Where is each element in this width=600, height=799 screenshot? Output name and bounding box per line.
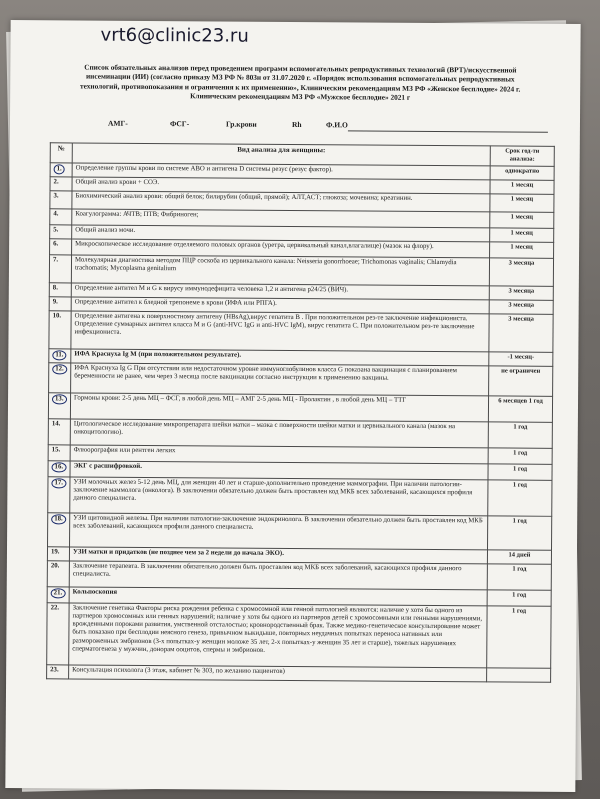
row-number: 21.: [51, 588, 66, 598]
row-number: 17.: [51, 478, 66, 488]
row-analysis: Общий анализ крови + СОЭ.: [72, 177, 490, 194]
table-row: [47, 560, 551, 590]
row-analysis: Коагулограмма: АЧТВ; ПТВ; Фибриноген;: [72, 209, 490, 228]
row-analysis: Определение антител к бледной трепонеме в крови (ИФА или РПГА).: [71, 297, 489, 314]
row-analysis: ЭКГ с расшифровкой.: [70, 461, 488, 480]
row-number: 6.: [50, 238, 72, 254]
row-number: 22.: [47, 602, 69, 664]
table-row: [49, 254, 553, 286]
row-number: 2.: [50, 176, 72, 190]
row-term: 1 год: [488, 479, 552, 515]
field-amg: АМГ-: [107, 118, 128, 128]
row-term: 3 месяца: [489, 285, 553, 299]
row-analysis: Флюорография или рентген легких: [70, 445, 488, 464]
row-term: 1 месяц: [490, 211, 554, 227]
row-analysis: Заключение генетика Факторы риска рождения ребенка с хромосомной или генной патологией являются: наличие у хотя бы одного из партнеров хромосомных или генных нарушений; наличие у хотя бы одного из партнеров детей с хромосомными или генными нарушениями, врожденными пороками развития, умственной отсталостью; кровнородственный брак. Также медико-генетическое консультирование может быть показано при бесплодии неясного генеза, привычном выкидыше, повторных неудачных попытках переноса нативных или размороженных эмбрионов (3-х попытках-у женщин моложе 35 лет, 2-х попытках-у женщин 35 лет и старше), тяжелых нарушениях сперматогенеза у мужчин, донорам ооцитов, спермы и эмбрионов.: [69, 603, 487, 668]
row-number: 14.: [48, 418, 70, 444]
row-number: 10.: [49, 310, 71, 348]
row-term: не ограничен: [489, 365, 553, 395]
field-rh: Rh: [291, 119, 302, 130]
row-term: 3 месяца: [489, 257, 553, 285]
row-analysis: Общий анализ мочи.: [72, 225, 490, 242]
row-term: 3 месяца: [489, 313, 553, 351]
row-term: 1 месяц: [490, 241, 554, 257]
row-number: 13.: [52, 394, 67, 404]
row-number: 12.: [52, 364, 67, 374]
row-number: 3.: [50, 190, 72, 208]
row-term: однократно: [490, 165, 554, 179]
row-analysis: Кольпоскопия: [69, 587, 487, 606]
row-number: 11.: [52, 350, 66, 360]
row-number: 8.: [49, 282, 71, 296]
row-term: 1 месяц: [490, 193, 554, 211]
row-analysis: Определение группы крови по системе АВО и антигена D системы резус (резус фактор).: [72, 163, 490, 180]
field-fio: Ф.И.О: [325, 120, 348, 130]
field-fsg: ФСГ-: [169, 119, 190, 129]
row-number: 9.: [49, 296, 71, 310]
handwritten-email: vrt6@clinic23.ru: [100, 24, 249, 47]
row-term: 1 год: [488, 421, 552, 447]
row-term: -1 месяц-: [489, 351, 553, 365]
table-row: [49, 310, 553, 352]
row-number: 23.: [47, 664, 69, 678]
row-term: 1 год: [487, 563, 551, 589]
row-term: 1 год: [488, 447, 552, 463]
row-term: 1 год: [488, 515, 552, 549]
header-num: №: [50, 143, 72, 163]
row-term: 1 год: [488, 463, 552, 479]
row-term: 14 дней: [487, 549, 551, 563]
row-term: 6 месяцев 1 год: [488, 395, 552, 421]
row-number: 18.: [51, 514, 66, 524]
row-term: 1 год: [487, 605, 551, 667]
row-analysis: Определение антигена к поверхностному антигену (HBsAg),вирус гепатита В . При положительном рез-те заключение инфекциониста. Определение суммарных антител класса M и G (anti-HVC IgG и anti-HVC IgM), вирус гепатита C. При положительном рез-те заключение инфекциониста.: [71, 311, 489, 352]
row-term: 1 месяц: [490, 227, 554, 241]
row-analysis: Заключение терапевта. В заключении обязательно должен быть проставлен код МКБ всех заболеваний, касающихся профиля данного специалиста.: [69, 561, 487, 590]
patient-fields: [80, 119, 540, 136]
table-row: [47, 602, 551, 668]
field-blood-group: Гр.крови: [225, 119, 257, 129]
table-row: [48, 418, 552, 448]
fio-underline: [348, 130, 548, 132]
header-name: Вид анализа для женщины:: [72, 143, 490, 166]
row-number: 19.: [47, 546, 69, 560]
row-analysis: Микроскопическое исследование отделяемого половых органов (уретра, цервикальный канал,влагалище) (мазок на флору).: [72, 239, 490, 258]
row-term: 3 месяца: [489, 299, 553, 313]
row-number: 16.: [52, 462, 67, 472]
row-analysis: ИФА Краснуха Ig M (при положительном результате).: [71, 349, 489, 366]
row-term: 1 месяц: [490, 179, 554, 193]
row-analysis: УЗИ щитовидной железы. При наличии патологии-заключение эндокринолога. В заключении обязательно должен быть проставлен код МКБ всех заболеваний, касающихся профиля данного специалиста.: [70, 513, 488, 550]
row-analysis: Молекулярная диагностика методом ПЦР соскоба из цервикального канала: Neisseria gonorrhoeae; Trichomonas vaginalis; Chlamydia trachomatis; Mycoplasma genitalium: [71, 255, 489, 286]
table-row: [48, 512, 552, 550]
row-analysis: УЗИ молочных желез 5-12 день МЦ, для женщин 40 лет и старше-дополнительно проведение маммографии. При наличии патологии-заключение маммолога (онколога). В заключении обязательно должен быть проставлен код МКБ всех заболеваний, касающихся профиля данного специалиста.: [70, 477, 488, 516]
table-row: [48, 392, 552, 422]
row-analysis: УЗИ матки и придатков (не позднее чем за 2 недели до начала ЭКО).: [69, 547, 487, 564]
row-analysis: Биохимический анализ крови: общий белок; билирубин (общий, прямой); АЛТ,АСТ; глюкоза; мочевина; креатинин.: [72, 191, 490, 212]
row-number: 4.: [50, 208, 72, 224]
analyses-table: [46, 142, 555, 682]
row-analysis: Определение антител М и G к вирусу иммунодефицита человека 1,2 и антигена p24/25 (ВИЧ).: [71, 283, 489, 300]
row-number: 1.: [54, 164, 65, 174]
row-term: [487, 667, 551, 681]
document-heading: Список обязательных анализов перед проведением программ вспомогательных репродуктивных технологий (ВРТ)/искусственной инсеминации (ИИ) (согласно приказу МЗ РФ № 803н от 31.07.2020 г. «Порядок использования вспомогательных репродуктивных технологий, противопоказания и ограничения к их применению», Клиническим рекомендациям МЗ РФ «Женское бесплодие» 2024 г. Клиническим рекомендациям МЗ РФ «Мужское бесплодие» 2021 г: [80, 62, 521, 103]
row-analysis: Цитологическое исследование микропрепарата шейки матки – мазка с поверхности шейки матки и цервикального канала (мазок на онкоцитологию).: [70, 419, 488, 448]
row-number: 7.: [49, 254, 71, 282]
header-term: Срок год-ти анализа:: [490, 146, 554, 166]
document-page: [5, 20, 580, 792]
row-number: 5.: [50, 224, 72, 238]
table-row: [49, 362, 553, 396]
table-row: [48, 476, 552, 516]
row-term: 1 год: [487, 589, 551, 605]
row-analysis: ИФА Краснуха Ig G При отсутствии или недостаточном уровне иммуноглобулинов класса G показана вакцинация с планированием беременности не ранее, чем через 3 месяца после вакцинации согласно инструкции к применению вакцины.: [71, 363, 489, 396]
table-row: [47, 664, 551, 682]
row-analysis: Консультация психолога (3 этаж, кабинет № 303, по желанию пациентов): [69, 665, 487, 682]
row-number: 15.: [48, 444, 70, 460]
row-analysis: Гормоны крови: 2-5 день МЦ – ФСГ, в любой день МЦ – АМГ 2-5 день МЦ - Пролактин , в любой день МЦ – ТТГ: [70, 393, 488, 422]
row-number: 20.: [47, 560, 69, 586]
